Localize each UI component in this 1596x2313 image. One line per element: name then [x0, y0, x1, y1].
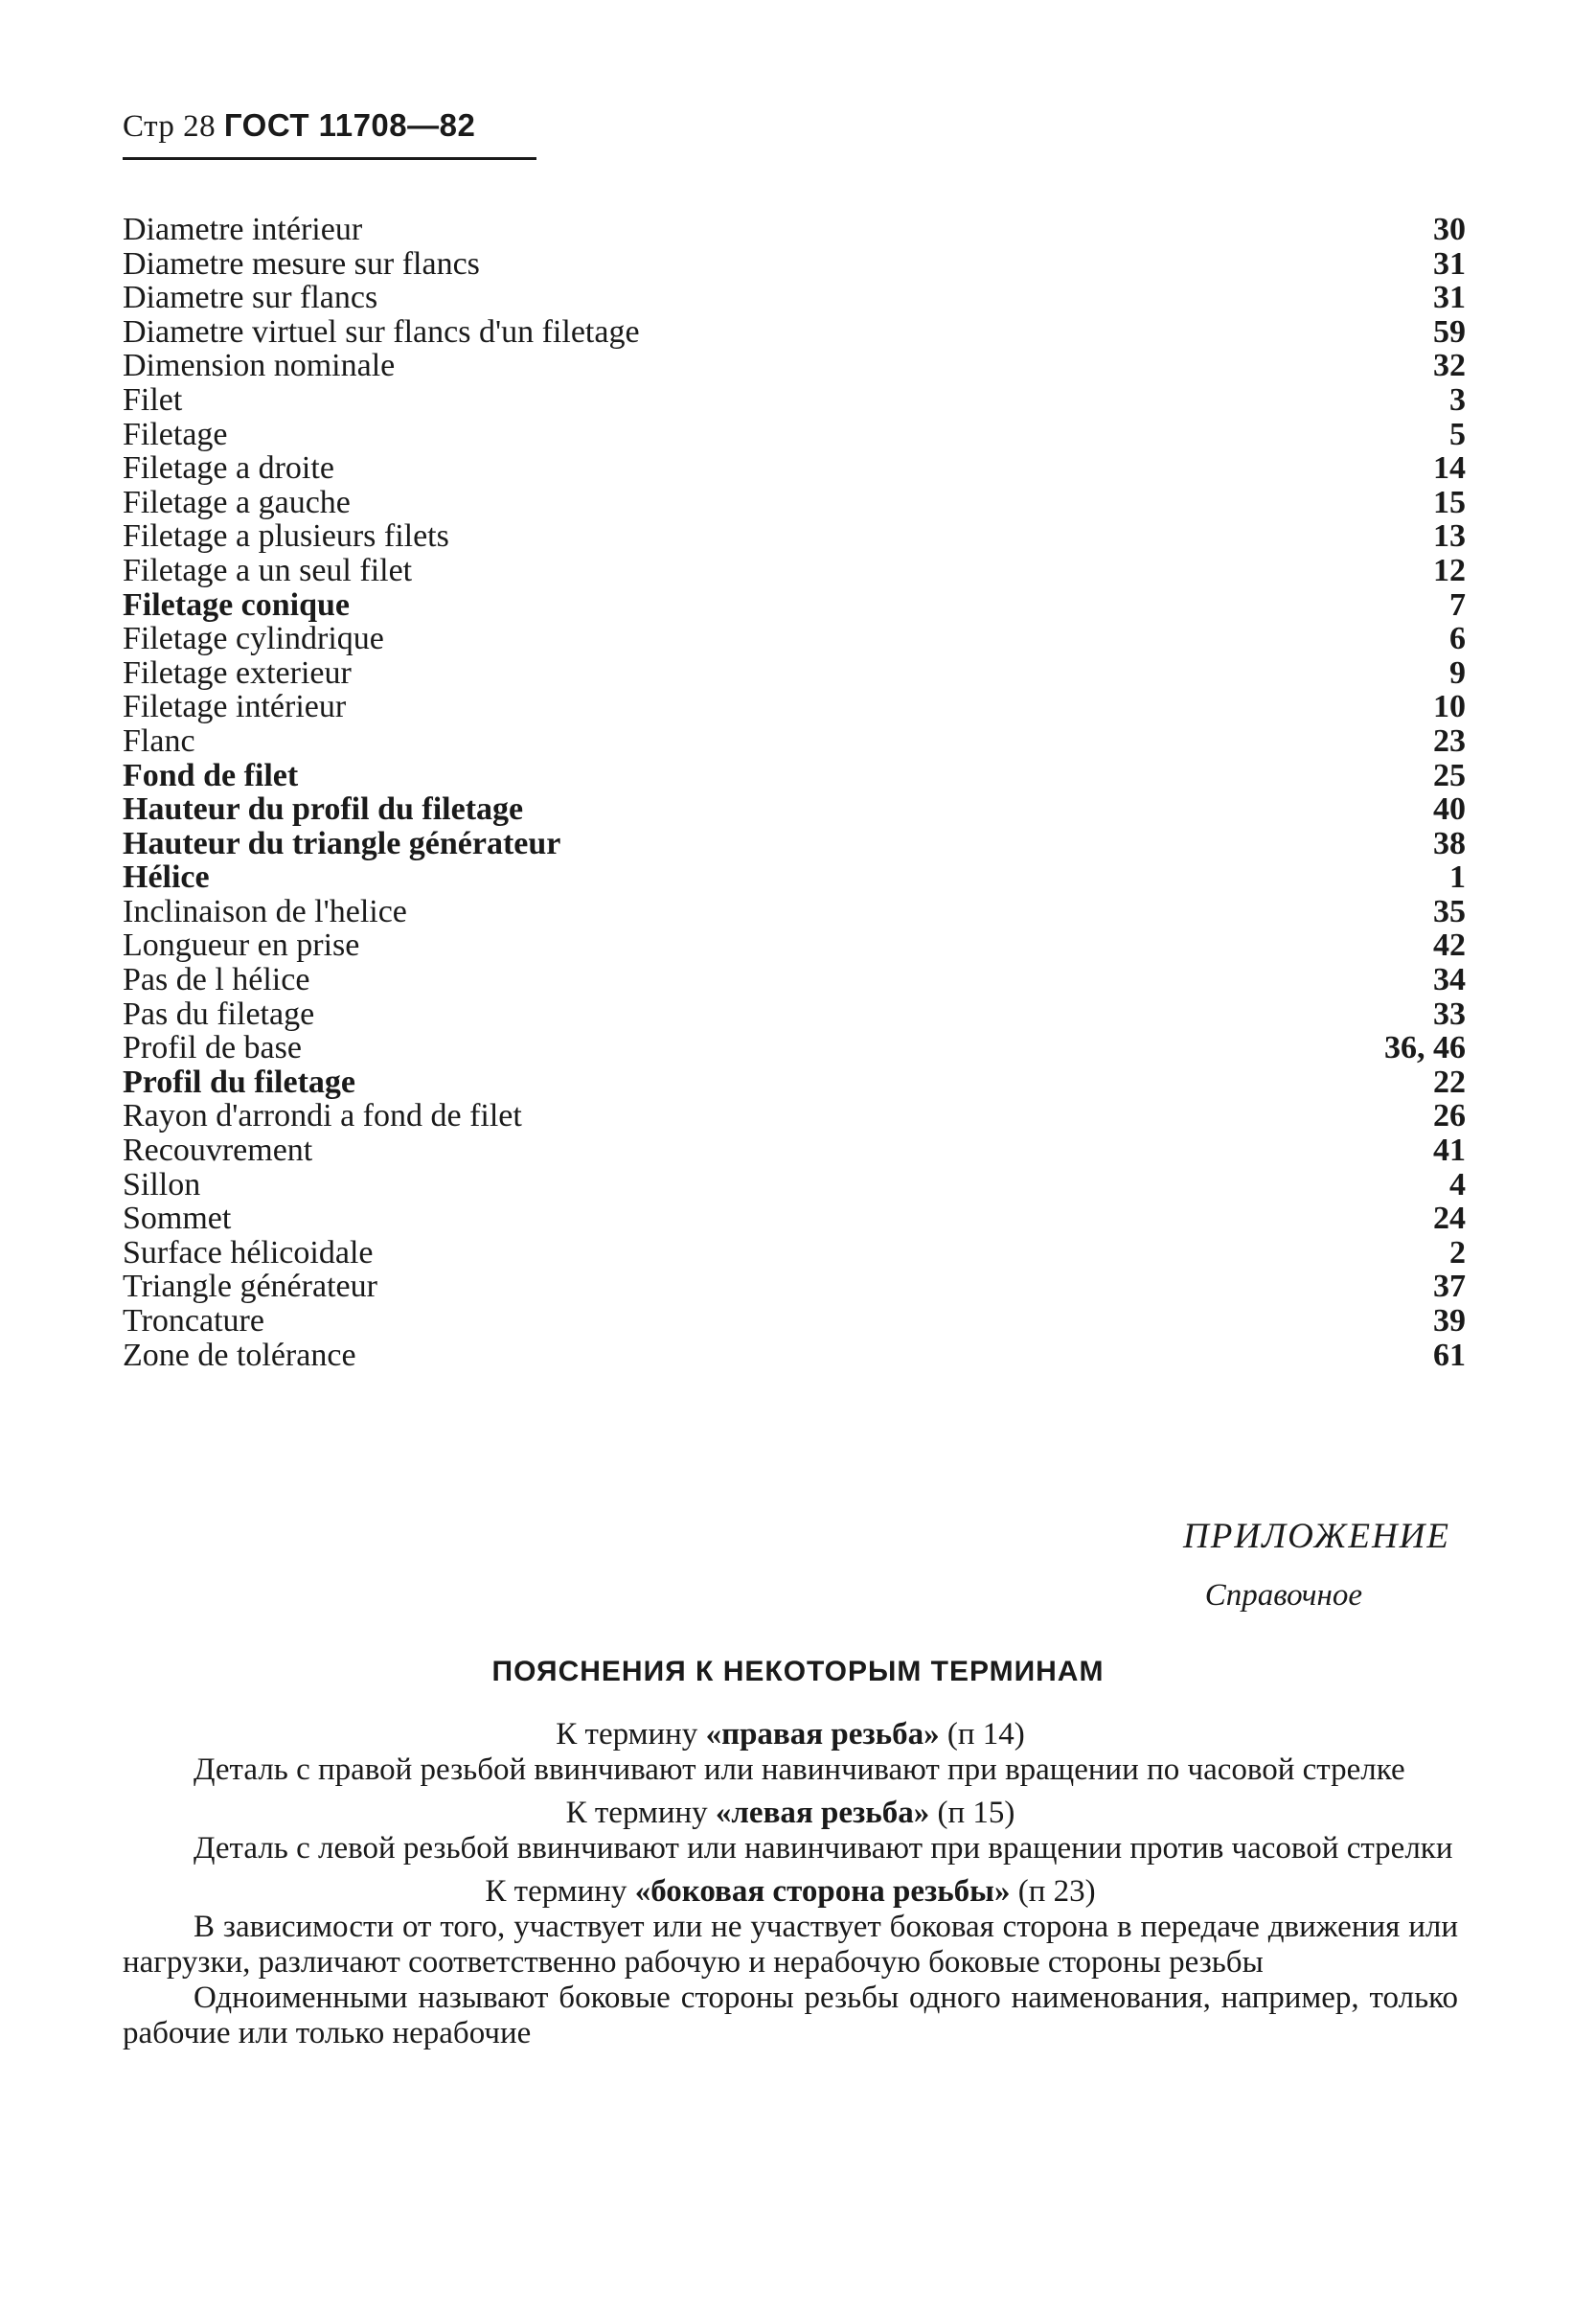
index-entry [123, 1304, 1466, 1339]
index-number: 30 [1433, 212, 1466, 247]
index-entry [123, 418, 1466, 452]
index-number: 4 [1449, 1166, 1466, 1202]
index-term: Troncature [123, 1303, 264, 1339]
index-entry [123, 281, 1466, 315]
index-entry [123, 724, 1466, 759]
index-term: Fond de filet [123, 757, 299, 793]
index-term: Hauteur du profil du filetage [123, 791, 524, 828]
index-entry [123, 792, 1466, 827]
header-rule [123, 157, 536, 160]
index-entry [123, 451, 1466, 486]
index-entry [123, 1168, 1466, 1202]
index-entry [123, 554, 1466, 588]
index-number: 12 [1433, 552, 1466, 588]
index-entry [123, 656, 1466, 691]
index-number: 3 [1449, 381, 1466, 418]
term-heading-term: «правая резьба» [705, 1717, 940, 1752]
index-term: Sillon [123, 1166, 201, 1202]
index-term: Hélice [123, 859, 210, 896]
term-heading [123, 1796, 1458, 1831]
index-number: 39 [1433, 1303, 1466, 1339]
section-title: ПОЯСНЕНИЯ К НЕКОТОРЫМ ТЕРМИНАМ [491, 1656, 1105, 1687]
index-entry [123, 997, 1466, 1032]
appendix-subtitle: Справочное [1204, 1578, 1362, 1613]
appendix-heading [1183, 1516, 1450, 1614]
index-term: Pas de l hélice [123, 962, 310, 998]
explanation-paragraph: Деталь с левой резьбой ввинчивают или навинчивают при вращении против часовой стрелки [194, 1831, 1453, 1866]
index-term: Filetage [123, 416, 228, 452]
index-entry [123, 247, 1466, 282]
index-number: 41 [1433, 1133, 1466, 1169]
index-number: 7 [1449, 586, 1466, 623]
index-number: 40 [1433, 791, 1466, 828]
index-number: 15 [1433, 484, 1466, 520]
explanations [123, 1717, 1458, 2051]
index-term: Profil de base [123, 1030, 302, 1066]
term-heading-prefix: К термину [565, 1796, 708, 1830]
index-term: Zone de tolérance [123, 1337, 356, 1373]
term-heading-prefix: К термину [556, 1717, 698, 1752]
index-term: Triangle générateur [123, 1269, 377, 1305]
index-entry [123, 1202, 1466, 1236]
index-entry [123, 1236, 1466, 1271]
term-heading-prefix: К термину [485, 1874, 627, 1909]
index-term: Surface hélicoidale [123, 1234, 374, 1271]
index-term: Dimension nominale [123, 348, 396, 384]
term-heading-term: «левая резьба» [715, 1796, 930, 1830]
index-number: 36, 46 [1384, 1030, 1466, 1066]
document-reference: ГОСТ 11708—82 [223, 107, 476, 143]
index-number: 23 [1433, 722, 1466, 759]
index-number: 22 [1433, 1064, 1466, 1100]
term-heading-ref: (п 14) [946, 1717, 1025, 1752]
index-term: Filet [123, 381, 183, 418]
index-number: 37 [1433, 1269, 1466, 1305]
index-term: Inclinaison de l'helice [123, 893, 407, 929]
index-number: 31 [1433, 280, 1466, 316]
index-number: 5 [1449, 416, 1466, 452]
index-entry [123, 349, 1466, 383]
index-number: 6 [1449, 621, 1466, 657]
index-number: 32 [1433, 348, 1466, 384]
index-entry [123, 928, 1466, 963]
term-heading [123, 1717, 1458, 1752]
index-number: 35 [1433, 893, 1466, 929]
index-number: 59 [1433, 313, 1466, 350]
index-entry [123, 383, 1466, 418]
index-term: Diametre virtuel sur flancs d'un filetage [123, 313, 640, 350]
index-term: Diametre intérieur [123, 212, 363, 247]
explanation-paragraph: Деталь с правой резьбой ввинчивают или навинчивают при вращении по часовой стрелке [194, 1752, 1405, 1787]
index-number: 24 [1433, 1201, 1466, 1237]
index-entry [123, 1065, 1466, 1100]
index-term: Filetage a plusieurs filets [123, 518, 449, 555]
index-term: Hauteur du triangle générateur [123, 825, 561, 861]
index-term: Filetage a un seul filet [123, 552, 413, 588]
index-term: Filetage intérieur [123, 689, 347, 725]
index-number: 25 [1433, 757, 1466, 793]
index-number: 2 [1449, 1234, 1466, 1271]
index-term: Filetage a gauche [123, 484, 351, 520]
index-number: 13 [1433, 518, 1466, 555]
index-number: 9 [1449, 654, 1466, 691]
index-term: Diametre mesure sur flancs [123, 245, 480, 282]
term-index [123, 213, 1466, 1372]
index-number: 34 [1433, 962, 1466, 998]
term-heading-ref: (п 15) [937, 1796, 1015, 1830]
index-entry [123, 759, 1466, 793]
index-entry [123, 1134, 1466, 1168]
index-entry [123, 690, 1466, 724]
index-entry [123, 1099, 1466, 1134]
index-term: Longueur en prise [123, 927, 360, 964]
index-term: Sommet [123, 1201, 232, 1237]
index-entry [123, 860, 1466, 895]
index-entry [123, 486, 1466, 520]
index-term: Recouvrement [123, 1133, 313, 1169]
index-term: Flanc [123, 722, 195, 759]
index-term: Profil du filetage [123, 1064, 355, 1100]
term-heading-term: «боковая сторона резьбы» [634, 1874, 1011, 1909]
index-number: 31 [1433, 245, 1466, 282]
index-number: 33 [1433, 996, 1466, 1032]
index-term: Filetage exterieur [123, 654, 352, 691]
index-number: 42 [1433, 927, 1466, 964]
index-entry [123, 519, 1466, 554]
explanation-paragraph: Одноименными называют боковые стороны резьбы одного наименования, например, только рабочие или только нерабочие [123, 1981, 1458, 2050]
index-entry [123, 213, 1466, 247]
index-entry [123, 963, 1466, 997]
index-entry [123, 588, 1466, 623]
index-entry [123, 895, 1466, 929]
index-term: Filetage cylindrique [123, 621, 384, 657]
appendix-title: ПРИЛОЖЕНИЕ [1183, 1517, 1450, 1556]
index-number: 61 [1433, 1337, 1466, 1373]
index-number: 14 [1433, 450, 1466, 487]
page-header [123, 107, 475, 145]
term-heading [123, 1874, 1458, 1910]
index-number: 26 [1433, 1098, 1466, 1134]
index-number: 38 [1433, 825, 1466, 861]
index-entry [123, 827, 1466, 861]
index-number: 1 [1449, 859, 1466, 896]
index-entry [123, 622, 1466, 656]
index-term: Filetage a droite [123, 450, 334, 487]
index-entry [123, 1270, 1466, 1304]
index-term: Rayon d'arrondi a fond de filet [123, 1098, 522, 1134]
index-entry [123, 1339, 1466, 1373]
index-entry [123, 1031, 1466, 1065]
index-term: Filetage conique [123, 586, 351, 623]
index-entry [123, 315, 1466, 350]
index-term: Diametre sur flancs [123, 280, 378, 316]
index-term: Pas du filetage [123, 996, 315, 1032]
term-heading-ref: (п 23) [1017, 1874, 1096, 1909]
page-label: Стр 28 [123, 109, 217, 144]
index-number: 10 [1433, 689, 1466, 725]
explanation-paragraph: В зависимости от того, участвует или не участвует боковая сторона в передаче движения или нагрузки, различают соответственно рабочую и нерабочую боковые стороны резьбы [123, 1910, 1458, 1980]
